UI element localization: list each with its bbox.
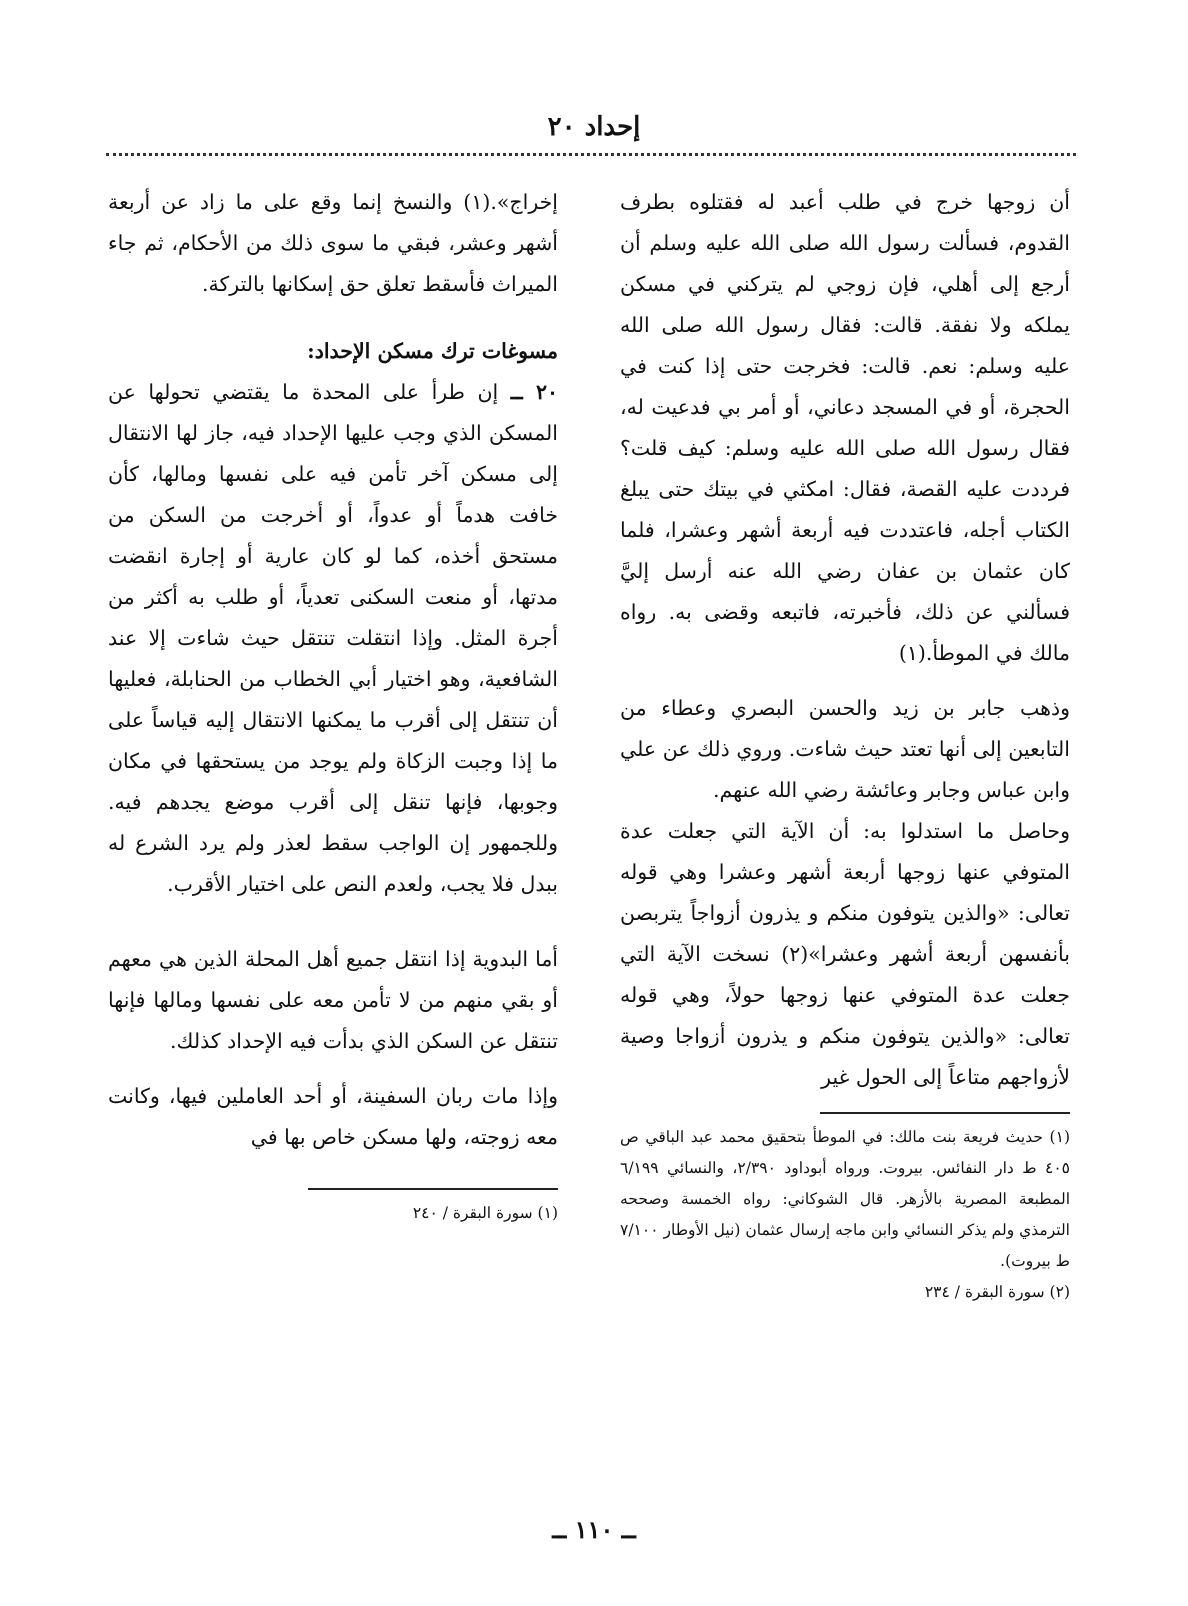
left-paragraph-2-text: إن طرأ على المحدة ما يقتضي تحولها عن المسكن الذي وجب عليها الإحداد فيه، جاز لها الانتقال إلى مسكن آخر تأمن فيه على نفسها ومالها، كأن خافت هدماً أو عدواً، أو أخرجت من السكن من مستحق أخذه، كما لو كان عارية أو إجارة انقضت مدتها، أو منعت السكنى تعدياً، أو طلب به أكثر من أجرة المثل. وإذا انتقلت تنتقل حيث شاءت إلا عند الشافعية، وهو اختيار أبي الخطاب من الحنابلة، فعليها أن تنتقل إلى أقرب ما يمكنها الانتقال إليه قياساً على ما إذا وجبت الزكاة ولم يوجد من يستحقها في مكان وجوبها، فإنها تنقل إلى أقرب موضع يجدهم فيه. وللجمهور إن الواجب سقط لعذر ولم يرد الشرع له ببدل فلا يجب، ولعدم النص على اختيار الأقرب. (108, 380, 558, 896)
right-paragraph-1: أن زوجها خرج في طلب أعبد له فقتلوه بطرف القدوم، فسألت رسول الله صلى الله عليه وسلم أن أرجع إلى أهلي، فإن زوجي لم يتركني في مسكن يملكه ولا نفقة. قالت: فقال رسول الله صلى الله عليه وسلم: نعم. قالت: فخرجت حتى إذا كنت في الحجرة، أو في المسجد دعاني، أو أمر بي فدعيت له، فقال رسول الله صلى الله عليه وسلم: كيف قلت؟ فرددت عليه القصة، فقال: امكثي في بيتك حتى يبلغ الكتاب أجله، فاعتددت فيه أربعة أشهر وعشرا، فلما كان عثمان بن عفان رضي الله عنه أرسل إليَّ فسألني عن ذلك، فأخبرته، فاتبعه وقضى به. رواه مالك في الموطأ.(١) (620, 190, 1070, 665)
header-dotted-rule (106, 153, 1076, 156)
left-column (108, 182, 558, 1229)
left-footnotes (108, 1198, 558, 1229)
section-heading: مسوغات ترك مسكن الإحداد: (307, 339, 558, 363)
left-footnote-1: (١) سورة البقرة / ٢٤٠ (412, 1204, 558, 1222)
right-footnote-rule (820, 1112, 1070, 1114)
right-paragraph-3: وحاصل ما استدلوا به: أن الآية التي جعلت عدة المتوفي عنها زوجها أربعة أشهر وعشرا وهي قوله تعالى: «والذين يتوفون منكم و يذرون أزواجاً يتربصن بأنفسهن أربعة أشهر وعشرا»(٢) نسخت الآية التي جعلت عدة المتوفي عنها زوجها حولاً، وهي قوله تعالى: «والذين يتوفون منكم و يذرون أزواجا وصية لأزواجهم متاعاً إلى الحول غير (620, 819, 1071, 1089)
running-header: إحداد ٢٠ (547, 112, 641, 142)
page-number: ــ ١١٠ ــ (552, 1515, 636, 1544)
left-paragraph-2 (108, 372, 558, 905)
left-footnote-rule (308, 1188, 558, 1190)
right-footnote-1: (١) حديث فريعة بنت مالك: في الموطأ بتحقيق محمد عبد الباقي ص ٤٠٥ ط دار النفائس. بيروت. ورواه أبوداود ٢/٣٩٠، والنسائي ٦/١٩٩ المطبعة المصرية بالأزهر. قال الشوكاني: رواه الخمسة وصححه الترمذي ولم يذكر النسائي وابن ماجه إرسال عثمان (نيل الأوطار ٧/١٠٠ ط بيروت). (620, 1128, 1070, 1270)
paragraph-number: ٢٠ ــ (510, 380, 558, 404)
right-footnotes (620, 1122, 1070, 1308)
left-paragraph-1: إخراج».(١) والنسخ إنما وقع على ما زاد عن أربعة أشهر وعشر، فبقي ما سوى ذلك من الأحكام، ثم جاء الميراث فأسقط تعلق حق إسكانها بالتركة. (108, 190, 558, 296)
right-column (620, 182, 1070, 1308)
left-paragraph-4: وإذا مات ربان السفينة، أو أحد العاملين فيها، وكانت معه زوجته، ولها مسكن خاص بها في (108, 1084, 558, 1149)
right-paragraph-2: وذهب جابر بن زيد والحسن البصري وعطاء من التابعين إلى أنها تعتد حيث شاءت. وروي ذلك عن علي وابن عباس وجابر وعائشة رضي الله عنهم. (620, 696, 1070, 802)
left-paragraph-3: أما البدوية إذا انتقل جميع أهل المحلة الذين هي معهم أو بقي منهم من لا تأمن معه على نفسها ومالها فإنها تنتقل عن السكن الذي بدأت فيه الإحداد كذلك. (108, 947, 558, 1053)
right-footnote-2: (٢) سورة البقرة / ٢٣٤ (924, 1283, 1070, 1301)
